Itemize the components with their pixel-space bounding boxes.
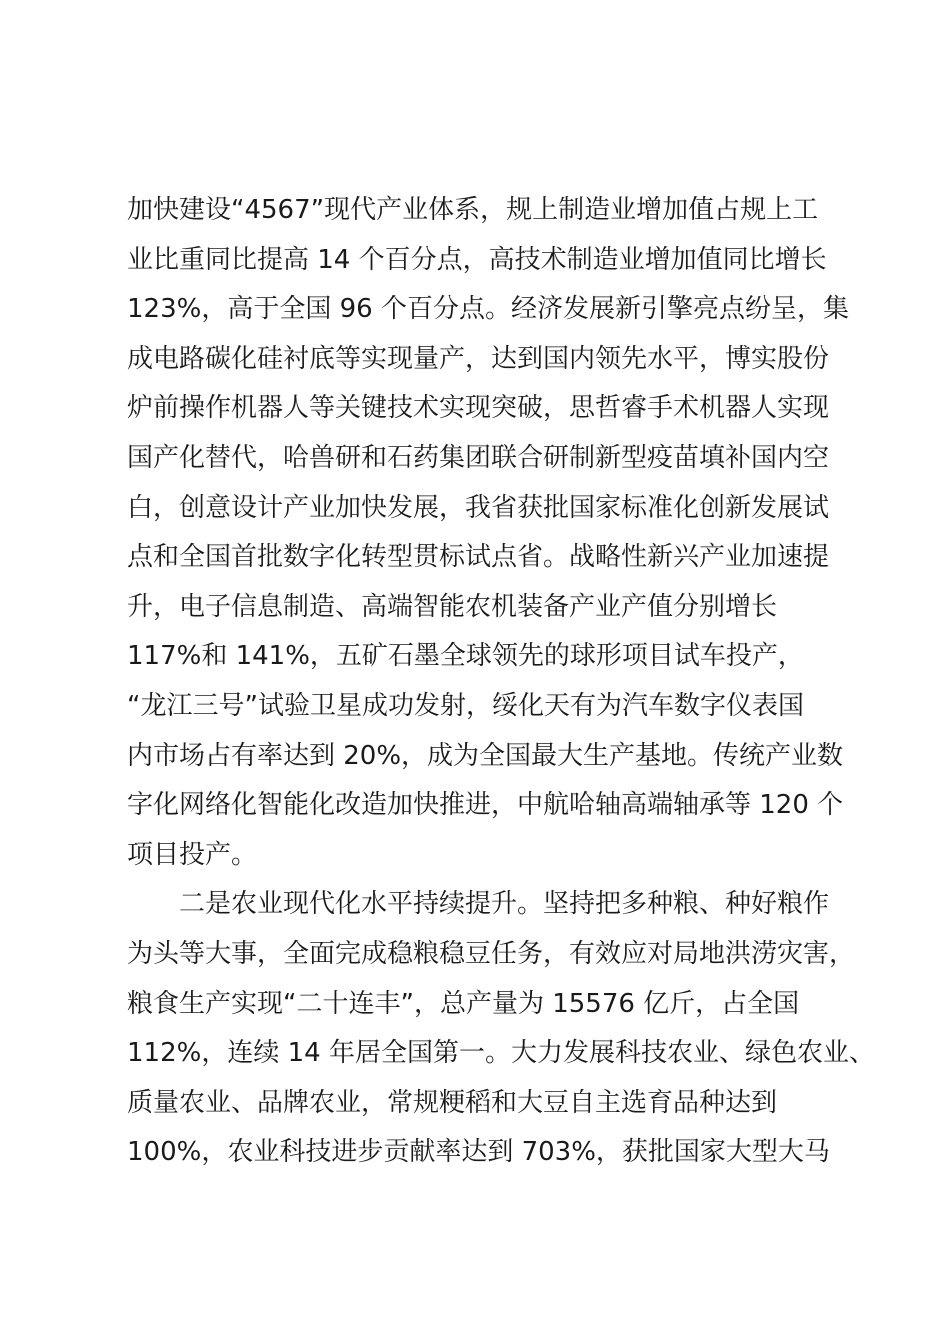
- text-line: 加快建设“4567”现代产业体系，规上制造业增加值占规上工: [127, 195, 819, 225]
- text-line: 粮食生产实现“二十连丰”，总产量为 15576 亿斤，占全国: [127, 988, 800, 1019]
- text-line: 内市场占有率达到 20%，成为全国最大生产基地。传统产业数: [127, 740, 844, 771]
- text-line: 123%，高于全国 96 个百分点。经济发展新引擎亮点纷呈，集: [127, 294, 849, 325]
- text-line: 质量农业、品牌农业，常规粳稻和大豆自主选育品种达到: [127, 1087, 778, 1118]
- text-line: 项目投产。: [127, 839, 258, 870]
- text-line: 业比重同比提高 14 个百分点，高技术制造业增加值同比增长: [127, 244, 827, 275]
- text-line: 炉前操作机器人等关键技术实现突破，思哲睿手术机器人实现: [127, 393, 830, 424]
- text-line: 国产化替代，哈兽研和石药集团联合研制新型疫苗填补国内空: [127, 442, 830, 473]
- text-line: 117%和 141%，五矿石墨全球领先的球形项目试车投产，: [127, 641, 804, 672]
- text-line: 点和全国首批数字化转型贯标试点省。战略性新兴产业加速提: [127, 542, 830, 573]
- paragraph-start-line: 二是农业现代化水平持续提升。坚持把多种粮、种好粮作: [179, 889, 830, 920]
- text-line: 白，创意设计产业加快发展，我省获批国家标准化创新发展试: [127, 492, 830, 523]
- text-line: 112%，连续 14 年居全国第一。大力发展科技农业、绿色农业、: [127, 1038, 875, 1069]
- text-line: 字化网络化智能化改造加快推进，中航哈轴高端轴承等 120 个: [127, 790, 844, 821]
- text-line: 升，电子信息制造、高端智能农机装备产业产值分别增长: [127, 591, 778, 622]
- text-line: 成电路碳化硅衬底等实现量产，达到国内领先水平，博实股份: [127, 343, 830, 374]
- text-line: 为头等大事，全面完成稳粮稳豆任务，有效应对局地洪涝灾害，: [127, 938, 856, 969]
- body-text: [127, 186, 875, 1178]
- text-line: “龙江三号”试验卫星成功发射，绥化天有为汽车数字仪表国: [127, 690, 804, 721]
- text-line: 100%，农业科技进步贡献率达到 703%，获批国家大型大马: [127, 1137, 830, 1168]
